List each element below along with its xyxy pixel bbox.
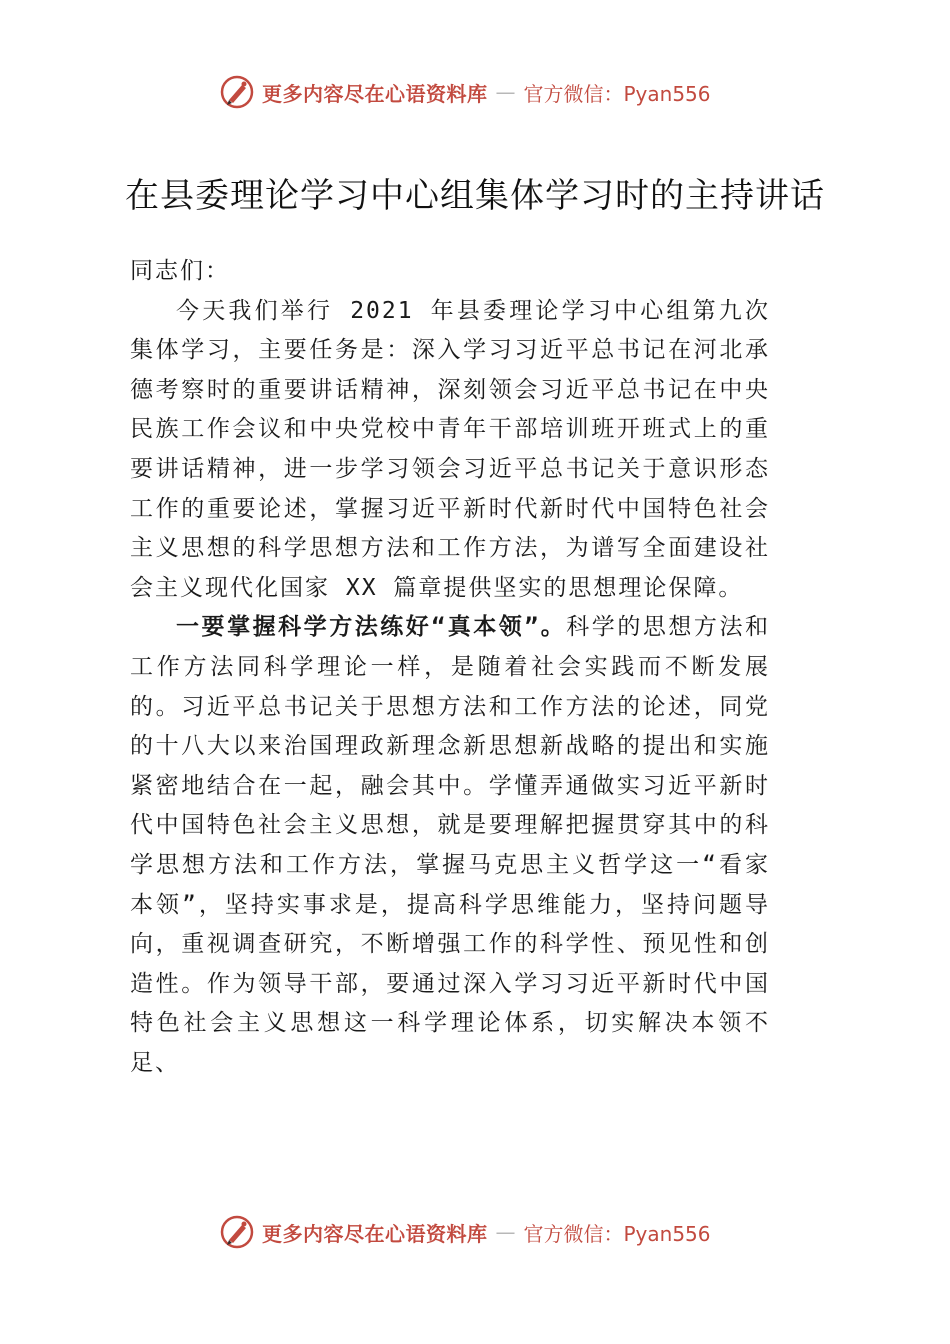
banner-text: 更多内容尽在心语资料库: [262, 81, 488, 106]
paragraph-1: 今天我们举行 2021 年县委理论学习中心组第九次集体学习，主要任务是：深入学习习近平总书记在河北承德考察时的重要讲话精神，深刻领会习近平总书记在中央民族工作会议和中央党校中青年干部培训班开班式上的重要讲话精神，进一步学习领会习近平总书记关于意识形态工作的重要论述，掌握习近平新时代新时代中国特色社会主义思想的科学思想方法和工作方法，为谱写全面建设社会主义现代化国家 XX 篇章提供坚实的思想理论保障。: [130, 297, 770, 601]
salutation: 同志们：: [130, 258, 230, 284]
banner-account: 官方微信：Pyan556: [523, 1221, 711, 1246]
banner-separator: —: [495, 1220, 516, 1244]
document-body: [130, 252, 770, 1083]
banner-account: 官方微信：Pyan556: [523, 81, 711, 106]
pen-logo-icon: [220, 75, 254, 109]
footer-banner: [220, 1212, 740, 1252]
pen-logo-icon: [220, 1215, 254, 1249]
header-banner: [220, 72, 740, 112]
paragraph-2: [130, 608, 770, 1083]
paragraph-2-body: 科学的思想方法和工作方法同科学理论一样，是随着社会实践而不断发展的。习近平总书记关于思想方法和工作方法的论述，同党的十八大以来治国理政新理念新思想新战略的提出和实施紧密地结合在一起，融会其中。学懂弄通做实习近平新时代中国特色社会主义思想，就是要理解把握贯穿其中的科学思想方法和工作方法，掌握马克思主义哲学这一“看家本领”，坚持实事求是，提高科学思维能力，坚持问题导向，重视调查研究，不断增强工作的科学性、预见性和创造性。作为领导干部，要通过深入学习习近平新时代中国特色社会主义思想这一科学理论体系，切实解决本领不足、: [130, 614, 770, 1076]
document-title: 在县委理论学习中心组集体学习时的主持讲话: [125, 176, 825, 216]
banner-separator: —: [495, 80, 516, 104]
paragraph-2-lead: 一要掌握科学方法练好“真本领”。: [176, 614, 567, 641]
banner-text: 更多内容尽在心语资料库: [262, 1221, 488, 1246]
